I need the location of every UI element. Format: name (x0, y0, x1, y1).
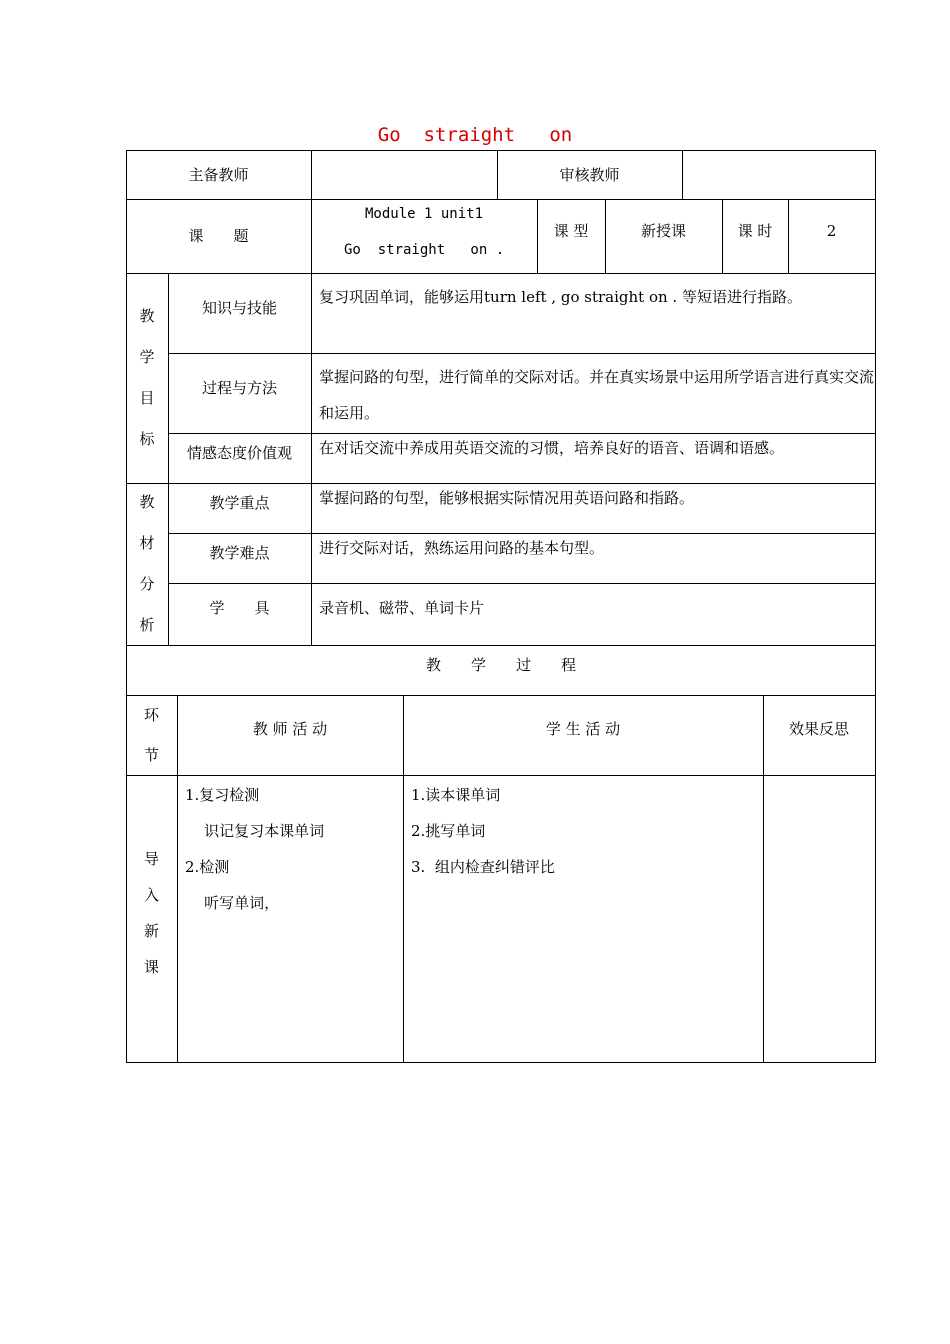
teacher-item: 1.复习检测 (185, 786, 260, 804)
objective-text-emotion: 在对话交流中养成用英语交流的习惯，培养良好的语音、语调和语感。 (319, 439, 785, 457)
topic-label: 课 题 (188, 227, 249, 245)
objective-text-process: 掌握问路的句型，进行简单的交际对话。并在真实场景中运用所学语言进行真实交流和运用。 (319, 368, 875, 422)
process-heading: 教 学 过 程 (425, 656, 576, 674)
page-title: Go straight on (377, 124, 573, 146)
analysis-text-difficulty: 进行交际对话，熟练运用问路的基本句型。 (319, 539, 605, 557)
student-item: 1.读本课单词 (411, 786, 501, 804)
hours-label: 课 时 (737, 222, 773, 240)
analysis-label-key: 教学重点 (209, 494, 270, 512)
topic-line-1: Module 1 unit1 (365, 206, 484, 222)
col-student-header: 学 生 活 动 (545, 720, 621, 738)
lead-teacher-value (311, 150, 497, 199)
teacher-item: 2.检测 (185, 858, 230, 876)
objective-text-knowledge: 复习巩固单词，能够运用turn left , go straight on . 等短语进行指路。 (319, 288, 802, 306)
analysis-label-tools: 学 具 (209, 599, 270, 617)
teacher-item: 听写单词， (185, 894, 280, 912)
objective-label-emotion: 情感态度价值观 (186, 444, 292, 462)
analysis-group-label: 教 材 分 析 (139, 493, 155, 634)
student-activities (403, 775, 763, 1062)
objective-label-process: 过程与方法 (201, 379, 277, 397)
objectives-group-label: 教 学 目 标 (139, 307, 155, 448)
student-item: 3. 组内检查纠错评比 (411, 858, 555, 876)
col-teacher-header: 教 师 活 动 (252, 720, 328, 738)
teacher-activities (177, 775, 403, 1062)
reviewer-label: 审核教师 (559, 165, 620, 184)
topic-line-2: Go straight on . (344, 242, 505, 258)
hours-value: 2 (826, 222, 837, 240)
lead-teacher-label: 主备教师 (188, 165, 249, 184)
analysis-label-difficulty: 教学难点 (209, 544, 270, 562)
teacher-item: 识记复习本课单词 (185, 822, 325, 840)
analysis-text-key: 掌握问路的句型，能够根据实际情况用英语问路和指路。 (319, 489, 695, 507)
analysis-text-tools: 录音机、磁带、单词卡片 (319, 599, 485, 617)
type-value: 新授课 (640, 222, 686, 240)
student-item: 2.挑写单词 (411, 822, 486, 840)
reviewer-value (682, 150, 875, 199)
topic-value (311, 199, 537, 273)
col-reflection-header: 效果反思 (788, 720, 849, 738)
type-label: 课 型 (553, 222, 589, 240)
stage-intro-label: 导 入 新 课 (143, 850, 159, 976)
reflection-cell (763, 775, 875, 1062)
col-stage-header: 环 节 (143, 706, 159, 764)
objective-label-knowledge: 知识与技能 (201, 299, 277, 317)
